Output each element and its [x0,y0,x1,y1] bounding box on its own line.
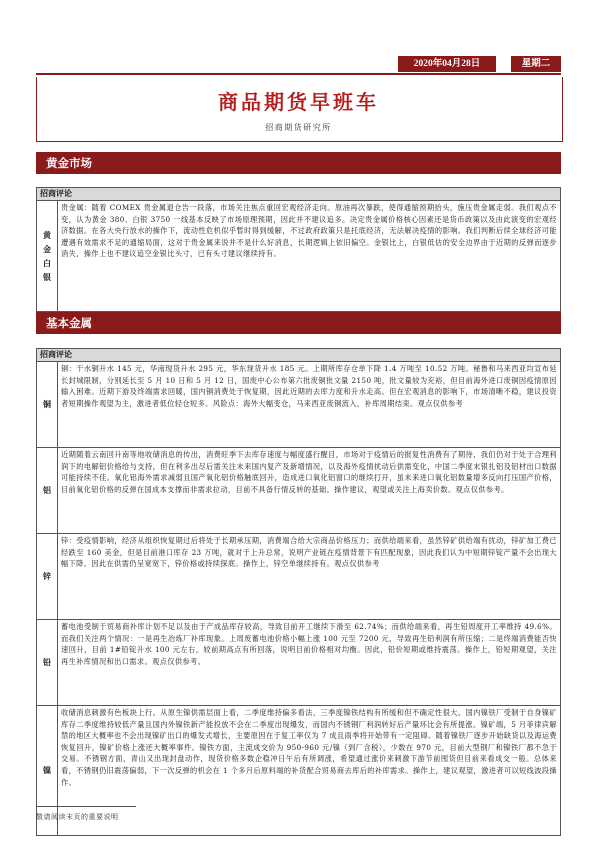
table-header: 招商评论 [37,349,561,362]
section-title-gold: 黄金市场 [46,156,92,170]
page-title: 商品期货早班车 [218,90,379,114]
row-label-text: 黄金白银 [43,231,51,282]
footer-rule [36,806,136,807]
report-weekday: 星期二 [511,56,561,72]
section-title-base-metals: 基本金属 [46,316,92,330]
report-date: 2020年04月28日 [398,56,496,72]
base-metals-comment-table [36,348,561,836]
row-text-gold-silver: 贵金属：随着 COMEX 贵金属退仓告一段落，市场关注焦点重回宏观经济走向。原油再次暴跌，使得通缩预期抬头，施压贵金属走弱。我们观点不变，认为黄金 380、白银 3750 一线基本反映了市场原理预期，因此并不建议追多。决定贵金属价格核心因素还是货币政策以及由此演变的宏观经济数据。在各大央行放水的操作下，流动性危机似乎暂时得到缓解，不过政府政策只是托底经济，无法解决疫情的影响。我们判断后续全球经济可能遭遇有效需求不足的通缩局面，这对于贵金属来说并不是什么好消息，长期逻辑上依旧偏空。金银比上，白银低估的安全边界由于近期的反弹而逐步消失，操作上也不建议追空金银比头寸，已有头寸建议继续持有。 [58,201,561,312]
footer-note: 敬请阅读末页的重要说明 [36,813,119,821]
row-label-gold-silver [37,201,58,312]
row-label-copper: 铜 [37,362,58,448]
section-bar-base-metals [36,312,561,334]
row-label-lead: 铅 [37,620,58,706]
table-header: 招商评论 [37,188,561,201]
row-text-aluminum: 近期随着云南回升南等地收储消息的传出，消费旺季下去库存速度与幅度盛行醒目，市场对于疫情后的报复性消费有了期待，我们仍对于处于合理利润下的电解铝价格给与支持，但在利多出尽后需关注未来国内复产及新增情况，以及海外疫情扰动后供需变化，中国二季度末银扎铝及铝材出口数据可能持续不佳。氧化铝海外需求减弱且国产氧化铝价格触底回升，造成进口氧化铝窗口的继续打开，虽未来进口氧化铝数量增多反向打压国产价格，目前氧化铝价格的反弹在国成本支撑而非需求拉动，目前不具备行情反转的基础。操作建议，观望或关注上海卖价数。观点仅供参考。 [58,448,561,534]
row-text-nickel: 收储消息刺激有色板块上行。从原生镍供需层面上看，二季度维持偏多看法，三季度镍铁结构有所缓和但不确定性很大。国内镍铁厂受制于自身镍矿库存二季度维持较低产量且国内外镍铁新产能投放不会在二季度出现爆发，而国内不锈钢厂利润转好后产量环比会有所提涨。镍矿端，5 月菲律宾解禁的地区大概率也不会出现镍矿出口的爆发式增长，主要原因在于复工率仅为 7 成且雨季将开始带有一定阻碍。随着镍铁厂逐步开始缺货以及海运费恢复回升，镍矿价格上涨还大概率事件。镍铁方面，主流成交价为 950-960 元/镍（到厂含税），少数在 970 元，目前大型钢厂和镍铁厂都不急于交易。不锈钢方面，青山又出现封盘动作，现货价格多数企稳冲日午后有所调涨，希望通过涨价来刺激下游节前囤货但目前来看成交一般。总体来看，不锈钢仍旧震荡偏弱，下一次反弹的机会在 1 个多月后原料端的补货配合贸易商去库后的补库需求。操作上，建议观望，激进者可以短线波段操作。 [58,706,561,836]
row-text-copper: 铜：干水铜升水 145 元，华南现货升水 295 元，华东现货升水 185 元。上期所库存仓单下降 1.4 万吨至 10.52 万吨。秘鲁和马来西亚均宣布延长封城限制，分别延长至 5 月 10 日和 5 月 12 日，国废中心公布第六批废铜批文量 2150 吨，批文量较为充裕，但目前海外进口废铜因疫情原因输入困难。近期下游及终端需求回暖，国内铜消费处于恢复期，因此近期的去库力度和升水走高。但在宏观消息的影响下，市场清晰不稳，建议投资者短期操作观望为主，激进者低位轻仓短多。风险点：海外大幅变仓，马来西亚废铜流入，补库周期结束。观点仅供参考 [58,362,561,448]
row-text-lead: 蓄电池受制于贸易商补库计划不足以及由于产成品库存较高，导致目前开工继续下滑至 62.74%；而供给端来看，再生铅周度开工率维持 49.6%。而我们关注两个情况：一是再生冶炼厂补库现象。上周废蓄电池价格小幅上涨 100 元至 7200 元，导致再生铅利润有所压缩；二是终端消费能否快速回升，目前 1#铅锭升水 100 元左右，较前期高点有所回落，说明目前价格相对均衡。因此，铅价短期或维持震荡。操作上，铅短期观望，关注再生补库情况和出口需求。观点仅供参考。 [58,620,561,706]
gold-comment-table [36,187,561,312]
row-label-zinc: 锌 [37,534,58,620]
page-subtitle: 招商期货研究所 [265,123,332,132]
row-text-zinc: 锌：受疫情影响，经济从组织恢复期过后将处于长期承压期，消费端合给大宗商品价格压力；而供给端来看，虽然锌矿供给端有扰动，锌矿加工费已经跌至 160 美金，但是目前港口库存 23 万吨，就对于上升总常，说明产业链在疫情背景下有匹配现象，因此我们认为中短期锌锭产量不会出现大幅下降。因此在供需仍呈宽宽下，锌价格或持续探底。操作上，锌空单继续持有。观点仅供参考 [58,534,561,620]
header-rule [36,73,561,75]
row-label-nickel: 镍 [37,706,58,836]
section-bar-gold [36,152,561,174]
row-label-aluminum: 铝 [37,448,58,534]
